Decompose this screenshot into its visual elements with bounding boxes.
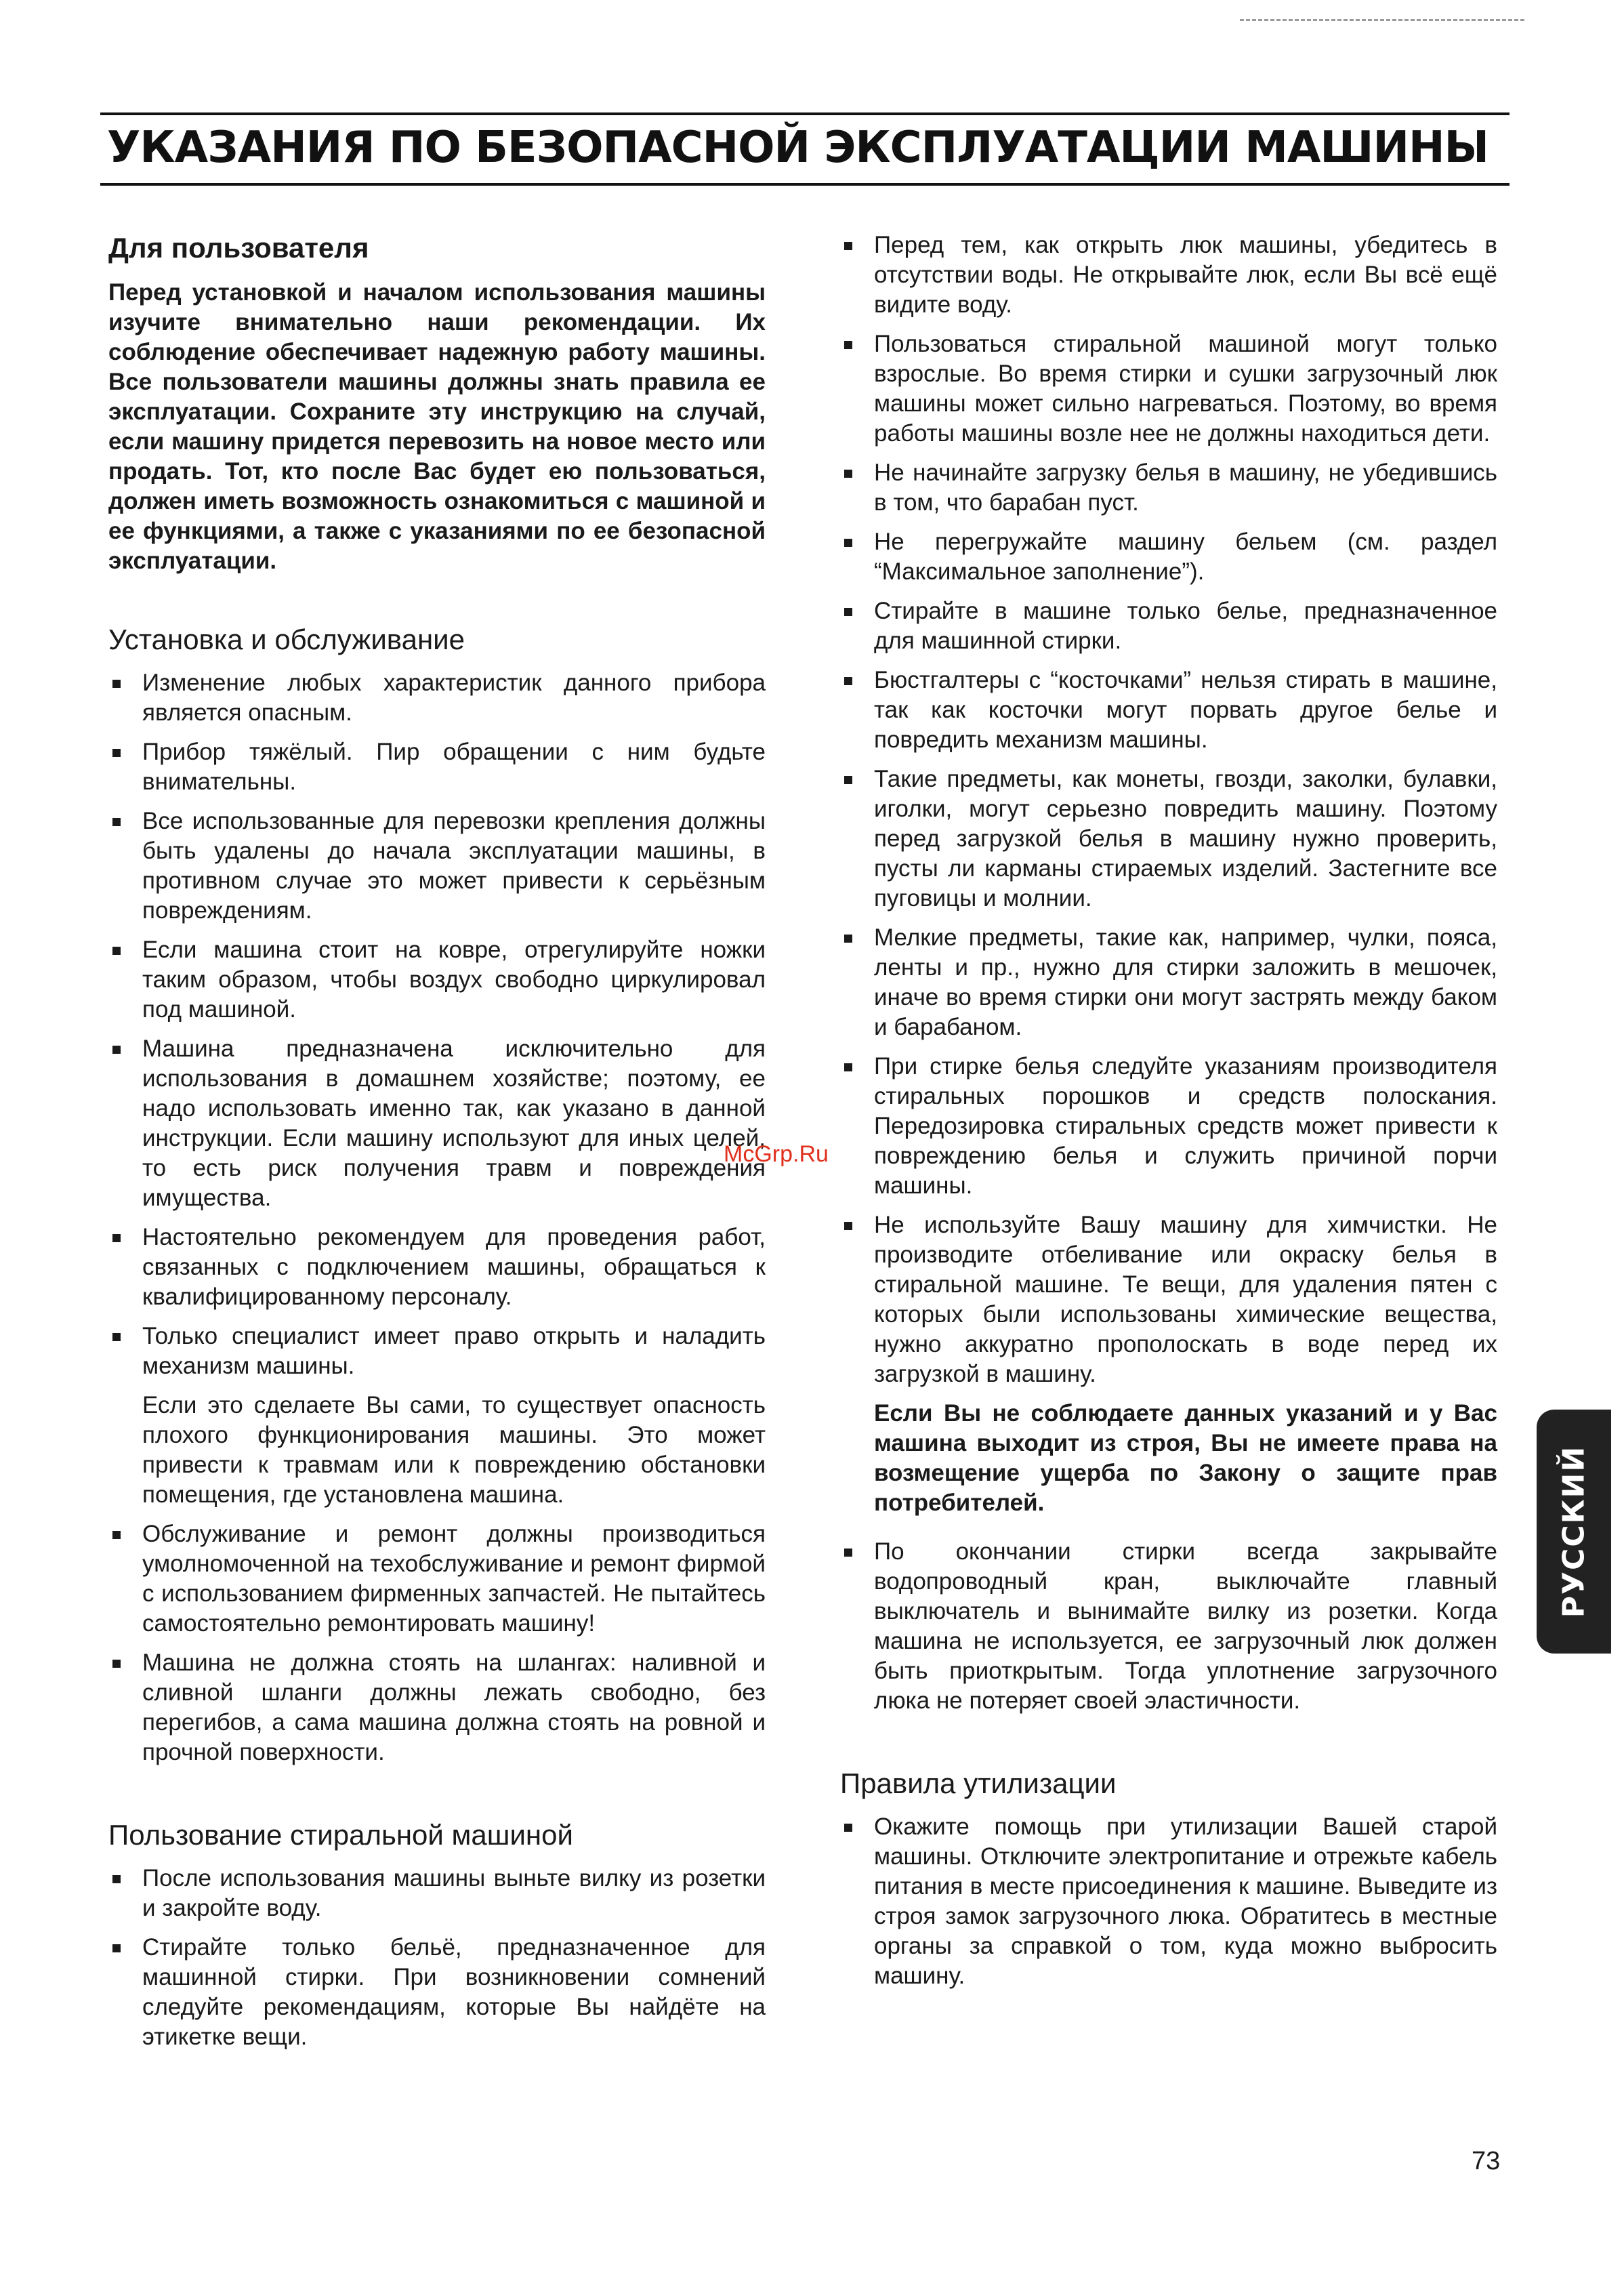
bullet-icon [112,1944,121,1952]
list-item [840,1812,1497,1991]
list-item-continuation: Если это сделаете Вы сами, то существует опасность плохого функционирования машины. Это может привести к травмам или к повреждению обстановки помещения, где установлена машина. [142,1392,766,1508]
section-gap [840,1725,1497,1766]
list-item [108,668,766,728]
bullet-icon [844,677,852,685]
bullet-icon [844,1063,852,1071]
bullet-icon [844,608,852,616]
disposal-list [840,1812,1497,1991]
list-item [840,665,1497,755]
bullet-icon [112,947,121,955]
list-item [840,1052,1497,1201]
list-item [108,1933,766,2052]
title-rule-bottom [100,183,1510,186]
list-item [840,329,1497,449]
list-item [840,923,1497,1042]
page-number: 73 [1472,2147,1501,2175]
install-list [108,668,766,1767]
list-item [108,1648,766,1767]
list-item-text: Только специалист имеет право открыть и наладить механизм машины. [142,1323,766,1379]
bullet-icon [844,776,852,784]
list-item-text: После использования машины выньте вилку из розетки и закройте воду. [142,1865,766,1921]
right-column [840,230,1497,2001]
list-item-text: При стирке белья следуйте указаниям производителя стиральных порошков и средств полоскания. Передозировка стиральных средств может привести к повреждению белья и служить причиной порчи машины. [874,1053,1497,1199]
list-item-text: Все использованные для перевозки крепления должны быть удалены до начала эксплуатации машины, в противном случае это может привести к серьёзным повреждениям. [142,808,766,924]
list-item [108,1321,766,1510]
list-item [840,458,1497,518]
list-item-text: Окажите помощь при утилизации Вашей старой машины. Отключите электропитание и отрежьте кабель питания в месте присоединения к машине. Выведите из строя замок загрузочного люка. Обратитесь в местные органы за справкой о том, куда можно выбросить машину. [874,1813,1497,1989]
list-item-text: Мелкие предметы, такие как, например, чулки, пояса, ленты и пр., нужно для стирки заложить в мешочек, иначе во время стирки они могут застрять между баком и барабаном. [874,924,1497,1040]
bullet-icon [844,470,852,478]
list-item [840,1537,1497,1716]
list-item-text: Стирайте только бельё, предназначенное для машинной стирки. При возникновении сомнений следуйте рекомендациям, которые Вы найдёте на этикетке вещи. [142,1934,766,2050]
list-item-text: Не начинайте загрузку белья в машину, не убедившись в том, что барабан пуст. [874,459,1497,516]
user-section-intro: Перед установкой и началом использования машины изучите внимательно наши рекомендации. Их соблюдение обеспечивает надежную работу машины. Все пользователи машины должны знать правила ее эксплуатации. Сохраните эту инструкцию на случай, если машину придется перевозить на новое место или продать. Тот, кто после Вас будет ею пользоваться, должен иметь возможность ознакомиться с машиной и ее функциями, а также с указаниями по ее безопасной эксплуатации. [108,279,766,574]
list-item-text: Бюстгалтеры с “косточками” нельзя стирать в машине, так как косточки могут порвать другое белье и повредить механизм машины. [874,667,1497,753]
list-item [840,230,1497,320]
disposal-section-heading: Правила утилизации [840,1767,1117,1799]
list-item-text: По окончании стирки всегда закрывайте водопроводный кран, выключайте главный выключатель и вынимайте вилку из розетки. Когда машина не используется, ее загрузочный люк должен быть приоткрытым. Тогда уплотнение загрузочного люка не потеряет своей эластичности. [874,1538,1497,1714]
language-tab [1537,1410,1611,1654]
user-section-heading: Для пользователя [108,232,369,264]
bullet-icon [844,1548,852,1557]
bullet-icon [112,1660,121,1668]
list-item-text: Настоятельно рекомендуем для проведения работ, связанных с подключением машины, обращаться к квалифицированному персоналу. [142,1224,766,1310]
install-section-heading: Установка и обслуживание [108,623,465,655]
bullet-icon [844,935,852,943]
bullet-icon [844,1824,852,1832]
bullet-icon [112,1333,121,1341]
list-item [108,935,766,1025]
left-column [108,230,766,2061]
scan-artifact-line [1240,19,1524,21]
list-item [840,596,1497,656]
list-item [108,1223,766,1312]
safety-list-continued [840,1537,1497,1716]
list-item [108,1034,766,1213]
bullet-icon [112,1234,121,1242]
list-item-text: Если машина стоит на ковре, отрегулируйте ножки таким образом, чтобы воздух свободно циркулировал под машиной. [142,937,766,1023]
bullet-icon [112,1875,121,1883]
list-item-text: Не перегружайте машину бельем (см. раздел “Максимальное заполнение”). [874,529,1497,585]
bullet-icon [112,818,121,826]
usage-section-heading: Пользование стиральной машиной [108,1819,573,1851]
bullet-icon [112,749,121,757]
list-item-text: Машина предназначена исключительно для использования в домашнем хозяйстве; поэтому, ее надо использовать именно так, как указано в данной инструкции. Если машину используют для иных целей, то есть риск получения травм и повреждения имущества. [142,1035,766,1211]
usage-list [108,1864,766,2052]
list-item-text: Пользоваться стиральной машиной могут только взрослые. Во время стирки и сушки загрузочный люк машины может сильно нагреваться. Поэтому, во время работы машины возле нее не должны находиться дети. [874,331,1497,447]
page-title: УКАЗАНИЯ ПО БЕЗОПАСНОЙ ЭКСПЛУАТАЦИИ МАШИНЫ [107,123,1488,173]
list-item-text: Обслуживание и ремонт должны производиться умолномоченной на техобслуживание и ремонт фирмой с использованием фирменных запчастей. Не пытайтесь самостоятельно ремонтировать машину! [142,1521,766,1637]
list-item-text: Перед тем, как открыть люк машины, убедитесь в отсутствии воды. Не открывайте люк, если Вы всё ещё видите воду. [874,232,1497,318]
language-tab-label: РУССКИЙ [1556,1445,1591,1618]
bullet-icon [844,242,852,250]
list-item [108,1519,766,1639]
bullet-icon [112,1531,121,1539]
bullet-icon [844,1222,852,1230]
list-item [108,1864,766,1923]
list-item-text: Прибор тяжёлый. Пир обращении с ним будьте внимательны. [142,739,766,795]
warranty-warning: Если Вы не соблюдаете данных указаний и у Вас машина выходит из строя, Вы не имеете права на возмещение ущерба по Закону о защите прав потребителей. [874,1400,1497,1516]
list-item-text: Не используйте Вашу машину для химчистки. Не производите отбеливание или окраску белья в стиральной машине. Те вещи, для удаления пятен с которых были использованы химические вещества, нужно аккуратно прополоскать в воде перед их загрузкой в машину. [874,1212,1497,1387]
bullet-icon [112,1046,121,1054]
list-item [840,764,1497,914]
list-item-text: Изменение любых характеристик данного прибора является опасным. [142,670,766,726]
safety-list [840,230,1497,1389]
list-item-text: Такие предметы, как монеты, гвозди, заколки, булавки, иголки, могут серьезно повредить машину. Поэтому перед загрузкой белья в машину нужно проверить, пусты ли карманы стираемых изделий. Застегните все пуговицы и молнии. [874,766,1497,911]
list-item [108,806,766,926]
bullet-icon [844,539,852,547]
list-item [108,737,766,797]
watermark: McGrp.Ru [724,1141,829,1167]
list-item-text: Стирайте в машине только белье, предназначенное для машинной стирки. [874,598,1497,654]
list-item [840,527,1497,587]
list-item [840,1210,1497,1389]
bullet-icon [112,680,121,688]
list-item-text: Машина не должна стоять на шлангах: наливной и сливной шланги должны лежать свободно, без перегибов, а сама машина должна стоять на ровной и прочной поверхности. [142,1649,766,1765]
bullet-icon [844,341,852,349]
section-gap [108,1777,766,1818]
